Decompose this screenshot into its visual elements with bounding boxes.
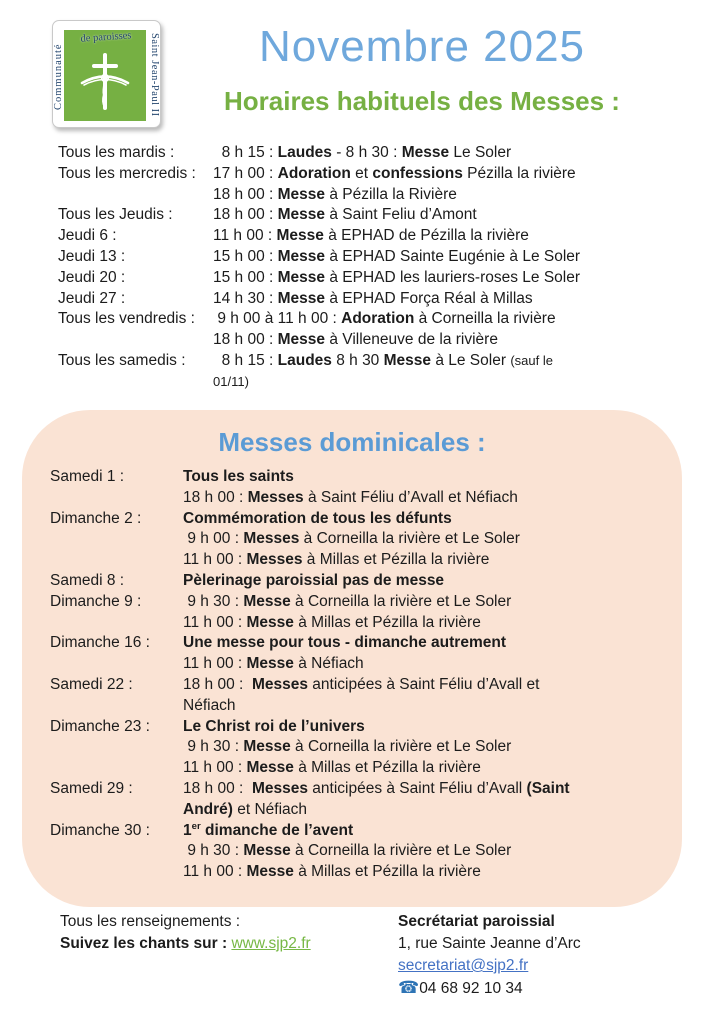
text-segment: à Millas et Pézilla la rivière [293, 863, 481, 881]
day-label: Jeudi 20 : [58, 268, 126, 286]
text-segment: Laudes [277, 351, 332, 369]
text-segment: à EPHAD Força Réal à Millas [325, 289, 533, 307]
text-segment: Messes [251, 675, 308, 693]
text-segment: Messe [243, 842, 291, 860]
text-segment: 18 h 00 : [183, 779, 252, 797]
schedule-line [183, 696, 664, 717]
text-segment: à EPHAD Sainte Eugénie à Le Soler [325, 247, 581, 265]
schedule-row [50, 509, 664, 571]
text-segment: à Saint Féliu d’Avall et Néfiach [303, 488, 518, 506]
day-label: Samedi 8 : [50, 571, 125, 589]
schedule-details [183, 717, 664, 779]
schedule-line [183, 675, 664, 696]
day-label: Jeudi 27 : [58, 289, 126, 307]
text-segment: 8 h 30 [331, 351, 384, 369]
text-segment: à Millas et Pézilla la rivière [293, 759, 481, 777]
text-segment: à Corneilla la rivière et Le Soler [290, 592, 512, 610]
text-segment: à Néfiach [293, 655, 364, 673]
text-segment: à Villeneuve de la rivière [325, 331, 498, 349]
secretariat-email-line [398, 955, 581, 977]
schedule-details [213, 289, 703, 310]
text-segment: 11 h 00 : [183, 759, 247, 777]
schedule-details [183, 633, 664, 675]
text-segment: Messe [277, 331, 326, 349]
text-segment: Messe [277, 268, 326, 286]
text-segment: 9 h 30 : [183, 842, 244, 860]
schedule-row [50, 592, 664, 634]
text-segment: Néfiach [183, 696, 236, 714]
text-segment: dimanche de l’avent [200, 821, 354, 839]
text-segment: Une messe pour tous - dimanche autrement [183, 634, 506, 652]
text-segment: Messe [246, 863, 294, 881]
header [125, 0, 719, 117]
schedule-line [183, 654, 664, 675]
text-segment: Laudes [277, 144, 332, 161]
schedule-row [58, 268, 703, 289]
text-segment: 17 h 00 : [213, 164, 278, 182]
text-segment: à Corneilla la rivière [414, 310, 556, 328]
schedule-line [213, 330, 703, 351]
schedule-details [183, 571, 664, 592]
schedule-line [183, 800, 664, 821]
secretariat-title: Secrétariat paroissial [398, 913, 555, 930]
secretariat-address: 1, rue Sainte Jeanne d’Arc [398, 935, 581, 952]
footer-chants-label: Suivez les chants sur : [60, 935, 232, 952]
text-segment: Pézilla la rivière [462, 164, 576, 182]
text-segment: 1 [183, 821, 192, 839]
schedule-line [183, 717, 664, 738]
text-segment: à EPHAD les lauriers-roses Le Soler [325, 268, 581, 286]
text-segment: à Millas et Pézilla la rivière [302, 551, 490, 569]
day-label: Dimanche 30 : [50, 821, 150, 839]
day-label: Tous les mardis : [58, 144, 175, 161]
schedule-row [58, 289, 703, 310]
text-segment: Tous les saints [183, 468, 294, 485]
text-segment: 01/11) [213, 373, 249, 389]
footer-chants-line [60, 933, 311, 955]
text-segment: 18 h 00 : [183, 675, 252, 693]
schedule-row [50, 633, 664, 675]
text-segment: à Saint Feliu d’Amont [325, 206, 477, 224]
schedule-line [183, 592, 664, 613]
logo-right-text: Saint Jean-Paul II [149, 33, 160, 117]
day-label: Dimanche 2 : [50, 509, 142, 527]
schedule-row [58, 164, 703, 206]
weekly-section-title: Horaires habituels des Messes : [224, 86, 620, 116]
schedule-details [213, 247, 703, 268]
text-segment: Adoration [341, 310, 415, 328]
text-segment: 18 h 00 : [183, 488, 248, 506]
text-segment: Messe [277, 289, 326, 307]
schedule-line [183, 737, 664, 758]
schedule-details [183, 821, 664, 883]
text-segment: 9 h 30 : [183, 592, 244, 610]
day-label: Jeudi 6 : [58, 227, 117, 245]
text-segment: 11 h 00 : [183, 551, 247, 569]
footer-left [60, 911, 311, 955]
text-segment: Messes [247, 488, 304, 506]
text-segment: 9 h 00 à 11 h 00 : [213, 310, 342, 328]
weekly-schedule [58, 143, 703, 393]
logo-left-text: Communauté [53, 43, 64, 111]
schedule-line [213, 309, 703, 330]
sunday-section-title: Messes dominicales : [218, 427, 486, 457]
schedule-details [183, 779, 664, 821]
schedule-line [213, 205, 703, 226]
text-segment: à Millas et Pézilla la rivière [293, 613, 481, 631]
schedule-details [183, 509, 664, 571]
day-label: Samedi 22 : [50, 675, 133, 693]
schedule-details [213, 205, 703, 226]
text-segment: Messe [277, 185, 326, 203]
day-label: Jeudi 13 : [58, 247, 126, 265]
text-segment: Pèlerinage paroissial pas de messe [183, 571, 445, 589]
schedule-row [58, 143, 703, 164]
schedule-line [183, 467, 664, 488]
day-label: Dimanche 9 : [50, 592, 142, 610]
schedule-line [183, 488, 664, 509]
text-segment: à Corneilla la rivière et Le Soler [290, 842, 512, 860]
schedule-line [183, 862, 664, 883]
text-segment: à Pézilla la Rivière [325, 185, 457, 203]
schedule-line [183, 550, 664, 571]
footer-info-line: Tous les renseignements : [60, 913, 241, 930]
day-label: Samedi 1 : [50, 468, 125, 485]
schedule-line [213, 143, 703, 164]
text-segment: 11 h 00 : [183, 613, 247, 631]
phone-number: 04 68 92 10 34 [419, 980, 523, 997]
schedule-line [213, 185, 703, 206]
sunday-schedule [22, 467, 682, 883]
schedule-row [50, 467, 664, 509]
text-segment: 8 h 15 : [213, 351, 278, 369]
text-segment: Messes [246, 551, 303, 569]
text-segment: et Néfiach [232, 800, 308, 818]
schedule-row [50, 821, 664, 883]
schedule-line [183, 758, 664, 779]
schedule-line [183, 613, 664, 634]
schedule-details [183, 467, 664, 509]
schedule-row [50, 717, 664, 779]
text-segment: 15 h 00 : [213, 247, 278, 265]
secretariat-phone-line [398, 977, 581, 1000]
text-segment: anticipées à Saint Féliu d’Avall [307, 779, 527, 797]
text-segment: Messes [251, 779, 308, 797]
logo-top-text: de paroisses [80, 30, 132, 45]
text-segment: Messe [401, 144, 450, 161]
text-segment: er [191, 820, 201, 832]
text-segment: 14 h 30 : [213, 289, 278, 307]
text-segment: 11 h 00 : [183, 655, 247, 673]
text-segment: à Le Soler [431, 351, 511, 369]
schedule-row [58, 226, 703, 247]
text-segment: à EPHAD de Pézilla la rivière [323, 227, 529, 245]
website-link[interactable]: www.sjp2.fr [231, 935, 311, 952]
schedule-row [50, 571, 664, 592]
schedule-details [183, 592, 664, 634]
schedule-line [183, 779, 664, 800]
schedule-line [183, 821, 664, 842]
phone-icon: ☎ [398, 978, 420, 997]
text-segment: 18 h 00 : [213, 185, 278, 203]
text-segment: 15 h 00 : [213, 268, 278, 286]
schedule-line [213, 226, 703, 247]
text-segment: anticipées à Saint Féliu d’Avall et [307, 675, 540, 693]
schedule-row [58, 205, 703, 226]
text-segment: (sauf le [510, 352, 553, 368]
schedule-details [183, 675, 664, 717]
day-label: Tous les samedis : [58, 351, 186, 369]
schedule-details [213, 268, 703, 289]
text-segment: Messe [383, 351, 432, 369]
day-label: Dimanche 23 : [50, 717, 150, 735]
text-segment: Messe [246, 613, 294, 631]
schedule-line [213, 289, 703, 310]
text-segment: Messe [246, 759, 294, 777]
schedule-details [213, 143, 703, 164]
schedule-row [58, 247, 703, 268]
text-segment: Commémoration de tous les défunts [183, 509, 452, 527]
text-segment: Messe [276, 227, 324, 245]
text-segment: 11 h 00 : [183, 863, 247, 881]
text-segment: et [350, 164, 373, 182]
text-segment: - 8 h 30 : [331, 144, 402, 161]
text-segment: Messe [246, 655, 294, 673]
schedule-row [50, 675, 664, 717]
text-segment: Le Christ roi de l’univers [183, 717, 365, 735]
schedule-line [183, 529, 664, 550]
text-segment: Messes [243, 530, 300, 548]
text-segment: à Corneilla la rivière et Le Soler [290, 738, 512, 756]
schedule-row [58, 309, 703, 351]
day-label: Dimanche 16 : [50, 634, 150, 652]
text-segment: André) [183, 800, 233, 818]
schedule-details [213, 309, 703, 351]
schedule-details [213, 226, 703, 247]
text-segment: Messe [277, 247, 326, 265]
page-title: Novembre 2025 [258, 22, 586, 71]
text-segment: 11 h 00 : [213, 227, 277, 245]
day-label: Tous les mercredis : [58, 164, 196, 182]
text-segment: confessions [372, 164, 463, 182]
schedule-line [213, 268, 703, 289]
schedule-line [213, 372, 703, 393]
text-segment: Le Soler [449, 144, 512, 161]
text-segment: à Corneilla la rivière et Le Soler [299, 530, 520, 548]
footer-right [398, 911, 581, 1000]
schedule-line [183, 841, 664, 862]
day-label: Tous les Jeudis : [58, 206, 173, 224]
schedule-row [50, 779, 664, 821]
day-label: Tous les vendredis : [58, 310, 195, 328]
schedule-details [213, 164, 703, 206]
text-segment: 8 h 15 : [213, 144, 278, 161]
crucifix-icon [80, 52, 130, 114]
text-segment: Messe [243, 592, 291, 610]
schedule-line [213, 351, 703, 372]
schedule-row [58, 351, 703, 393]
schedule-line [213, 247, 703, 268]
schedule-details [213, 351, 703, 393]
schedule-line [213, 164, 703, 185]
text-segment: Messe [243, 738, 291, 756]
text-segment: 9 h 30 : [183, 738, 244, 756]
text-segment: Adoration [277, 164, 351, 182]
email-link[interactable]: secretariat@sjp2.fr [398, 957, 529, 974]
text-segment: Messe [277, 206, 326, 224]
sunday-masses-box [22, 410, 682, 907]
text-segment: (Saint [526, 779, 570, 797]
schedule-line [183, 571, 664, 592]
schedule-line [183, 509, 664, 530]
text-segment: 18 h 00 : [213, 331, 278, 349]
day-label: Samedi 29 : [50, 779, 133, 797]
schedule-line [183, 633, 664, 654]
text-segment: 9 h 00 : [183, 530, 244, 548]
text-segment: 18 h 00 : [213, 206, 278, 224]
